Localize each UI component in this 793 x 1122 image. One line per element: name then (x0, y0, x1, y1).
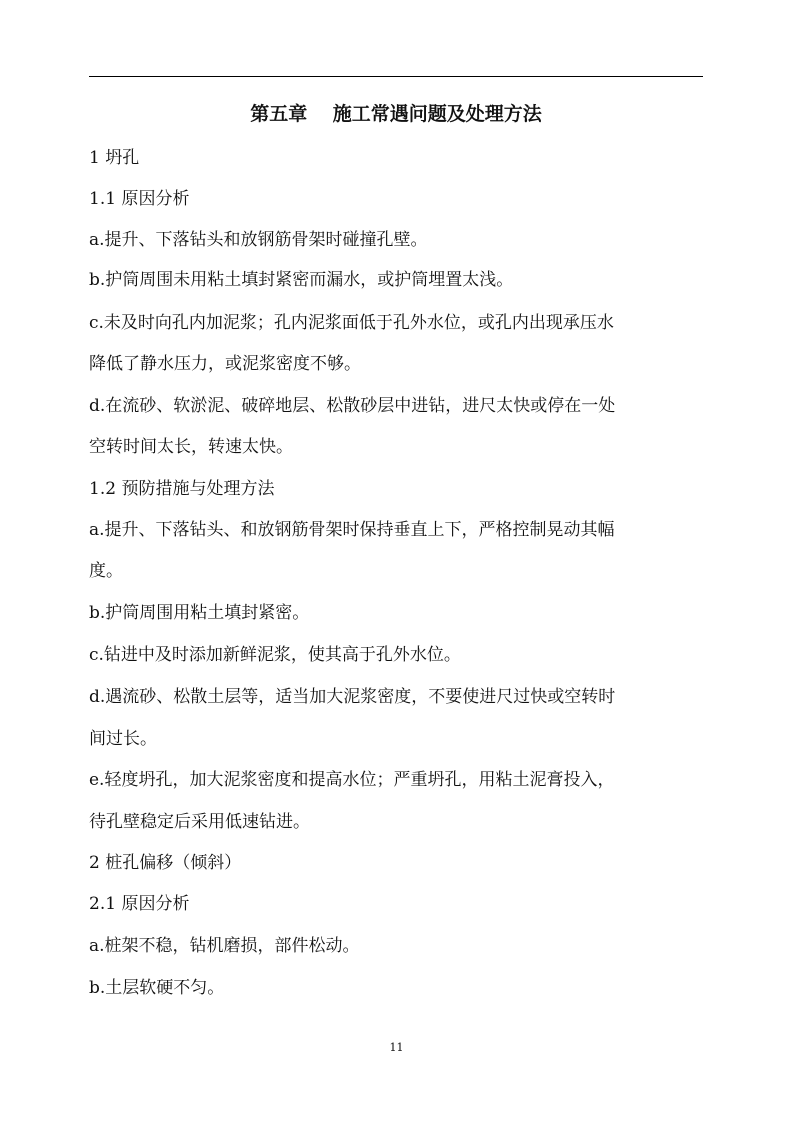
paragraph-line: b.护筒周围未用粘土填封紧密而漏水，或护筒埋置太浅。 (89, 270, 514, 290)
heading-1-2: 1.2 预防措施与处理方法 (89, 479, 275, 499)
paragraph-line: 降低了静水压力，或泥浆密度不够。 (89, 354, 361, 374)
paragraph-line: 空转时间太长，转速太快。 (89, 437, 293, 457)
page-number: 11 (389, 1041, 404, 1054)
paragraph-line: a.提升、下落钻头和放钢筋骨架时碰撞孔壁。 (89, 230, 428, 250)
paragraph-line: b.护筒周围用粘土填封紧密。 (89, 603, 310, 623)
paragraph-line: d.遇流砂、松散土层等，适当加大泥浆密度，不要使进尺过快或空转时 (89, 687, 616, 707)
heading-1-1: 1.1 原因分析 (89, 189, 190, 209)
paragraph-line: c.未及时向孔内加泥浆；孔内泥浆面低于孔外水位，或孔内出现承压水 (89, 313, 614, 333)
heading-1: 1 坍孔 (89, 148, 140, 168)
heading-2-1: 2.1 原因分析 (89, 894, 190, 914)
paragraph-line: 待孔壁稳定后采用低速钻进。 (89, 812, 310, 832)
paragraph-line: a.桩架不稳，钻机磨损，部件松动。 (89, 936, 360, 956)
paragraph-line: a.提升、下落钻头、和放钢筋骨架时保持垂直上下，严格控制晃动其幅 (89, 520, 615, 540)
paragraph-line: e.轻度坍孔，加大泥浆密度和提高水位；严重坍孔，用粘土泥膏投入， (89, 770, 615, 790)
paragraph-line: b.土层软硬不匀。 (89, 978, 225, 998)
heading-2: 2 桩孔偏移（倾斜） (89, 853, 242, 873)
paragraph-line: 间过长。 (89, 729, 157, 749)
paragraph-line: d.在流砂、软淤泥、破碎地层、松散砂层中进钻，进尺太快或停在一处 (89, 396, 616, 416)
paragraph-line: 度。 (89, 561, 123, 581)
paragraph-line: c.钻进中及时添加新鲜泥浆，使其高于孔外水位。 (89, 645, 461, 665)
header-rule (89, 76, 703, 77)
chapter-title: 第五章 施工常遇问题及处理方法 (250, 103, 542, 125)
